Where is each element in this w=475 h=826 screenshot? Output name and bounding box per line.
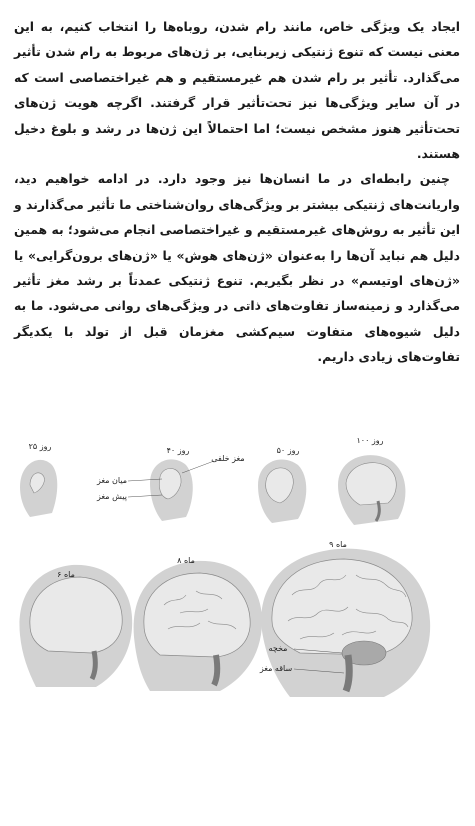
brainstem-9m	[346, 655, 349, 691]
annotation-cerebellum: مخچه	[268, 644, 288, 653]
stage-label-9m: ۹ ماه	[329, 540, 347, 549]
paragraph-1: ایجاد یک ویژگی خاص، مانند رام شدن، روباه‌ها را انتخاب کنیم، به این معنی نیست که تنوع ژنتیکی زیربنایی، بر ژن‌های مربوط به رام شدن تأثیر می‌گذارد. تأثیر بر رام شدن هم غیرمستقیم و هم غیراختصاصی است که در آن سایر ویژگی‌ها نیز تحت‌تأثیر قرار گرفتند. اگرچه هویت ژن‌های تحت‌تأثیر هنوز مشخص نیست؛ اما احتمالاً این ژن‌ها در رشد و بلوغ دخیل هستند.	[14, 19, 460, 162]
stage-label-25: ۲۵ روز	[28, 442, 52, 451]
brainstem-8m	[214, 655, 217, 685]
brain-development-figure	[0, 425, 475, 700]
stage-label-50: ۵۰ روز	[276, 446, 300, 455]
fetal-brain-8m	[144, 573, 250, 657]
stage-8-months	[134, 556, 262, 691]
annotation-midbrain: میان مغز	[96, 476, 128, 485]
embryo-brain-100	[346, 463, 396, 505]
stage-40-days	[96, 446, 245, 521]
stage-6-months	[19, 565, 132, 687]
annotation-hindbrain: مغز خلفی	[211, 454, 245, 463]
body-text	[14, 14, 460, 370]
annotation-brainstem: ساقه مغز	[259, 664, 293, 673]
stage-9-months	[259, 540, 430, 697]
annotation-forebrain: پیش مغز	[97, 492, 127, 501]
stage-label-100: ۱۰۰ روز	[356, 436, 384, 445]
stage-label-8m: ۸ ماه	[177, 556, 195, 565]
stage-50-days	[258, 446, 306, 523]
stage-label-40: ۴۰ روز	[166, 446, 190, 455]
paragraph-2: چنین رابطه‌ای در ما انسان‌ها نیز وجود دارد. در ادامه خواهیم دید، واریانت‌های ژنتیکی بیشتر بر ویژگی‌های روان‌شناختی ما تأثیر می‌گذارند و این تأثیر به روش‌های غیرمستقیم و غیراختصاصی انجام می‌شود؛ به همین دلیل هم نباید آن‌ها را به‌عنوان «ژن‌های هوش» یا «ژن‌های برون‌گرایی» یا «ژن‌های اوتیسم» در نظر بگیریم. تنوع ژنتیکی عمدتاً بر رشد مغز تأثیر می‌گذارد و زمینه‌ساز تفاوت‌های ذاتی در ویژگی‌های روانی می‌شود. ما به دلیل شیوه‌های متفاوت سیم‌کشی مغزمان قبل از تولد با یکدیگر تفاوت‌های زیادی داریم.	[14, 171, 460, 365]
stage-100-days	[338, 436, 405, 525]
stage-25-days	[20, 442, 57, 517]
stage-label-6m: ۶ ماه	[57, 570, 75, 579]
